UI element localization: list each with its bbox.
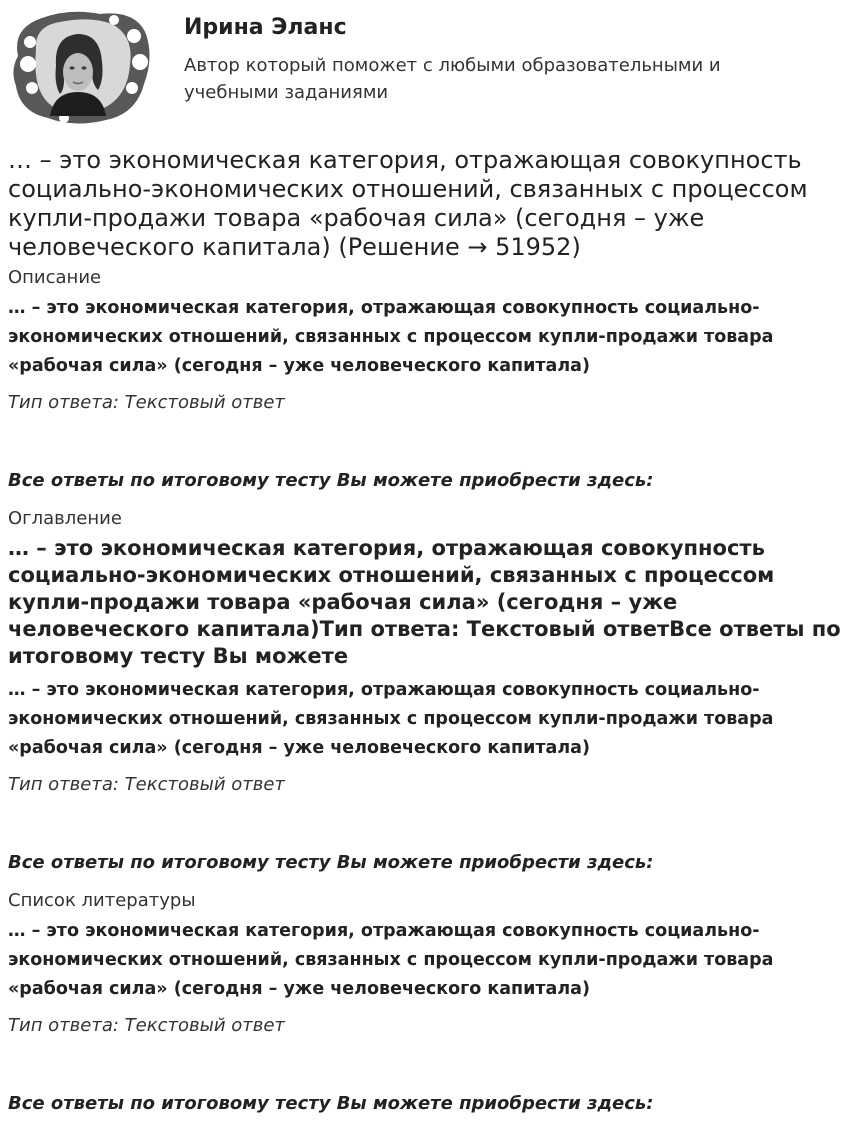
buy-note: Все ответы по итоговому тесту Вы можете приобрести здесь: (8, 852, 654, 873)
section-label-literature: Список литературы (8, 890, 196, 911)
answer-type: Тип ответа: Текстовый ответ (8, 774, 285, 795)
author-description: Автор который поможет с любыми образовательными и учебными заданиями (184, 55, 721, 103)
toc-text: … – это экономическая категория, отражающая совокупность социально-экономических отношений, связанных с процессом купли-продажи товара «рабочая сила» (сегодня – уже человеческого капитала) (8, 680, 774, 758)
description-text: … – это экономическая категория, отражающая совокупность социально-экономических отношений, связанных с процессом купли-продажи товара «рабочая сила» (сегодня – уже человеческого капитала) (8, 298, 774, 376)
toc-heading: … – это экономическая категория, отражающая совокупность социально-экономических отношений, связанных с процессом купли-продажи товара «рабочая сила» (сегодня – уже человеческого капитала)Тип ответа: Текстовый ответВсе ответы по итоговому тесту Вы можете (8, 536, 841, 668)
answer-type: Тип ответа: Текстовый ответ (8, 1015, 285, 1036)
buy-note: Все ответы по итоговому тесту Вы можете приобрести здесь: (8, 470, 654, 491)
buy-note: Все ответы по итоговому тесту Вы можете приобрести здесь: (8, 1093, 654, 1114)
description-section (8, 266, 844, 493)
answer-type: Тип ответа: Текстовый ответ (8, 392, 285, 413)
page-title: … – это экономическая категория, отражающая совокупность социально-экономических отношений, связанных с процессом купли-продажи товара «рабочая сила» (сегодня – уже человеческого капитала) (Решение → 51952) (8, 146, 808, 261)
main-content (8, 146, 844, 1116)
literature-section (8, 889, 844, 1116)
author-name: Ирина Эланс (184, 15, 347, 40)
avatar (8, 6, 154, 128)
author-card (8, 6, 838, 128)
literature-text: … – это экономическая категория, отражающая совокупность социально-экономических отношений, связанных с процессом купли-продажи товара «рабочая сила» (сегодня – уже человеческого капитала) (8, 921, 774, 999)
section-label-toc: Оглавление (8, 508, 122, 529)
toc-section (8, 507, 844, 875)
section-label-description: Описание (8, 267, 102, 288)
